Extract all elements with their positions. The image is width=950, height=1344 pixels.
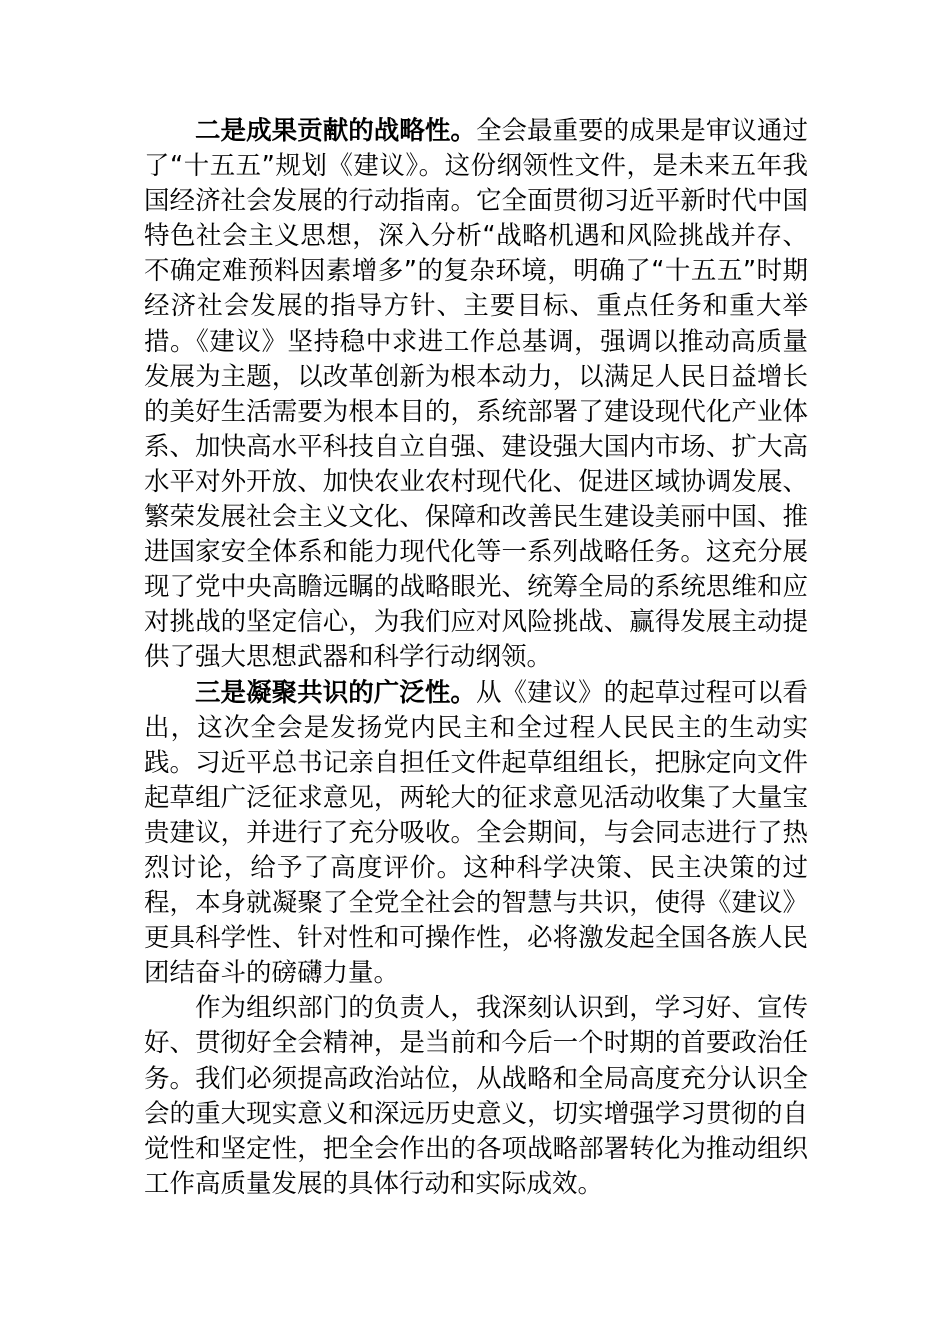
- paragraph-heading: 二是成果贡献的战略性。: [195, 116, 476, 146]
- paragraph-body: 从《建议》的起草过程可以看出，这次全会是发扬党内民主和全过程人民民主的生动实践。习近平总书记亲自担任文件起草组组长，把脉定向文件起草组广泛征求意见，两轮大的征求意见活动收集了大量宝贵建议，并进行了充分吸收。全会期间，与会同志进行了热烈讨论，给予了高度评价。这种科学决策、民主决策的过程，本身就凝聚了全党全社会的智慧与共识，使得《建议》更具科学性、针对性和可操作性，必将激发起全国各族人民团结奋斗的磅礴力量。: [144, 677, 808, 989]
- paragraph-organization-department: [144, 991, 808, 1202]
- document-page: [144, 114, 808, 1202]
- paragraph-consensus-building: [144, 676, 808, 992]
- paragraph-body: 全会最重要的成果是审议通过了“十五五”规划《建议》。这份纲领性文件，是未来五年我国经济社会发展的行动指南。它全面贯彻习近平新时代中国特色社会主义思想，深入分析“战略机遇和风险挑战并存、不确定难预料因素增多”的复杂环境，明确了“十五五”时期经济社会发展的指导方针、主要目标、重点任务和重大举措。《建议》坚持稳中求进工作总基调，强调以推动高质量发展为主题，以改革创新为根本动力，以满足人民日益增长的美好生活需要为根本目的，系统部署了建设现代化产业体系、加快高水平科技自立自强、建设强大国内市场、扩大高水平对外开放、加快农业农村现代化、促进区域协调发展、繁荣发展社会主义文化、保障和改善民生建设美丽中国、推进国家安全体系和能力现代化等一系列战略任务。这充分展现了党中央高瞻远瞩的战略眼光、统筹全局的系统思维和应对挑战的坚定信心，为我们应对风险挑战、赢得发展主动提供了强大思想武器和科学行动纲领。: [144, 116, 808, 673]
- paragraph-heading: 三是凝聚共识的广泛性。: [195, 677, 476, 708]
- paragraph-body: 作为组织部门的负责人，我深刻认识到，学习好、宣传好、贯彻好全会精神，是当前和今后一个时期的首要政治任务。我们必须提高政治站位，从战略和全局高度充分认识全会的重大现实意义和深远历史意义，切实增强学习贯彻的自觉性和坚定性，把全会作出的各项战略部署转化为推动组织工作高质量发展的具体行动和实际成效。: [144, 993, 808, 1199]
- paragraph-strategic-contribution: [144, 114, 808, 676]
